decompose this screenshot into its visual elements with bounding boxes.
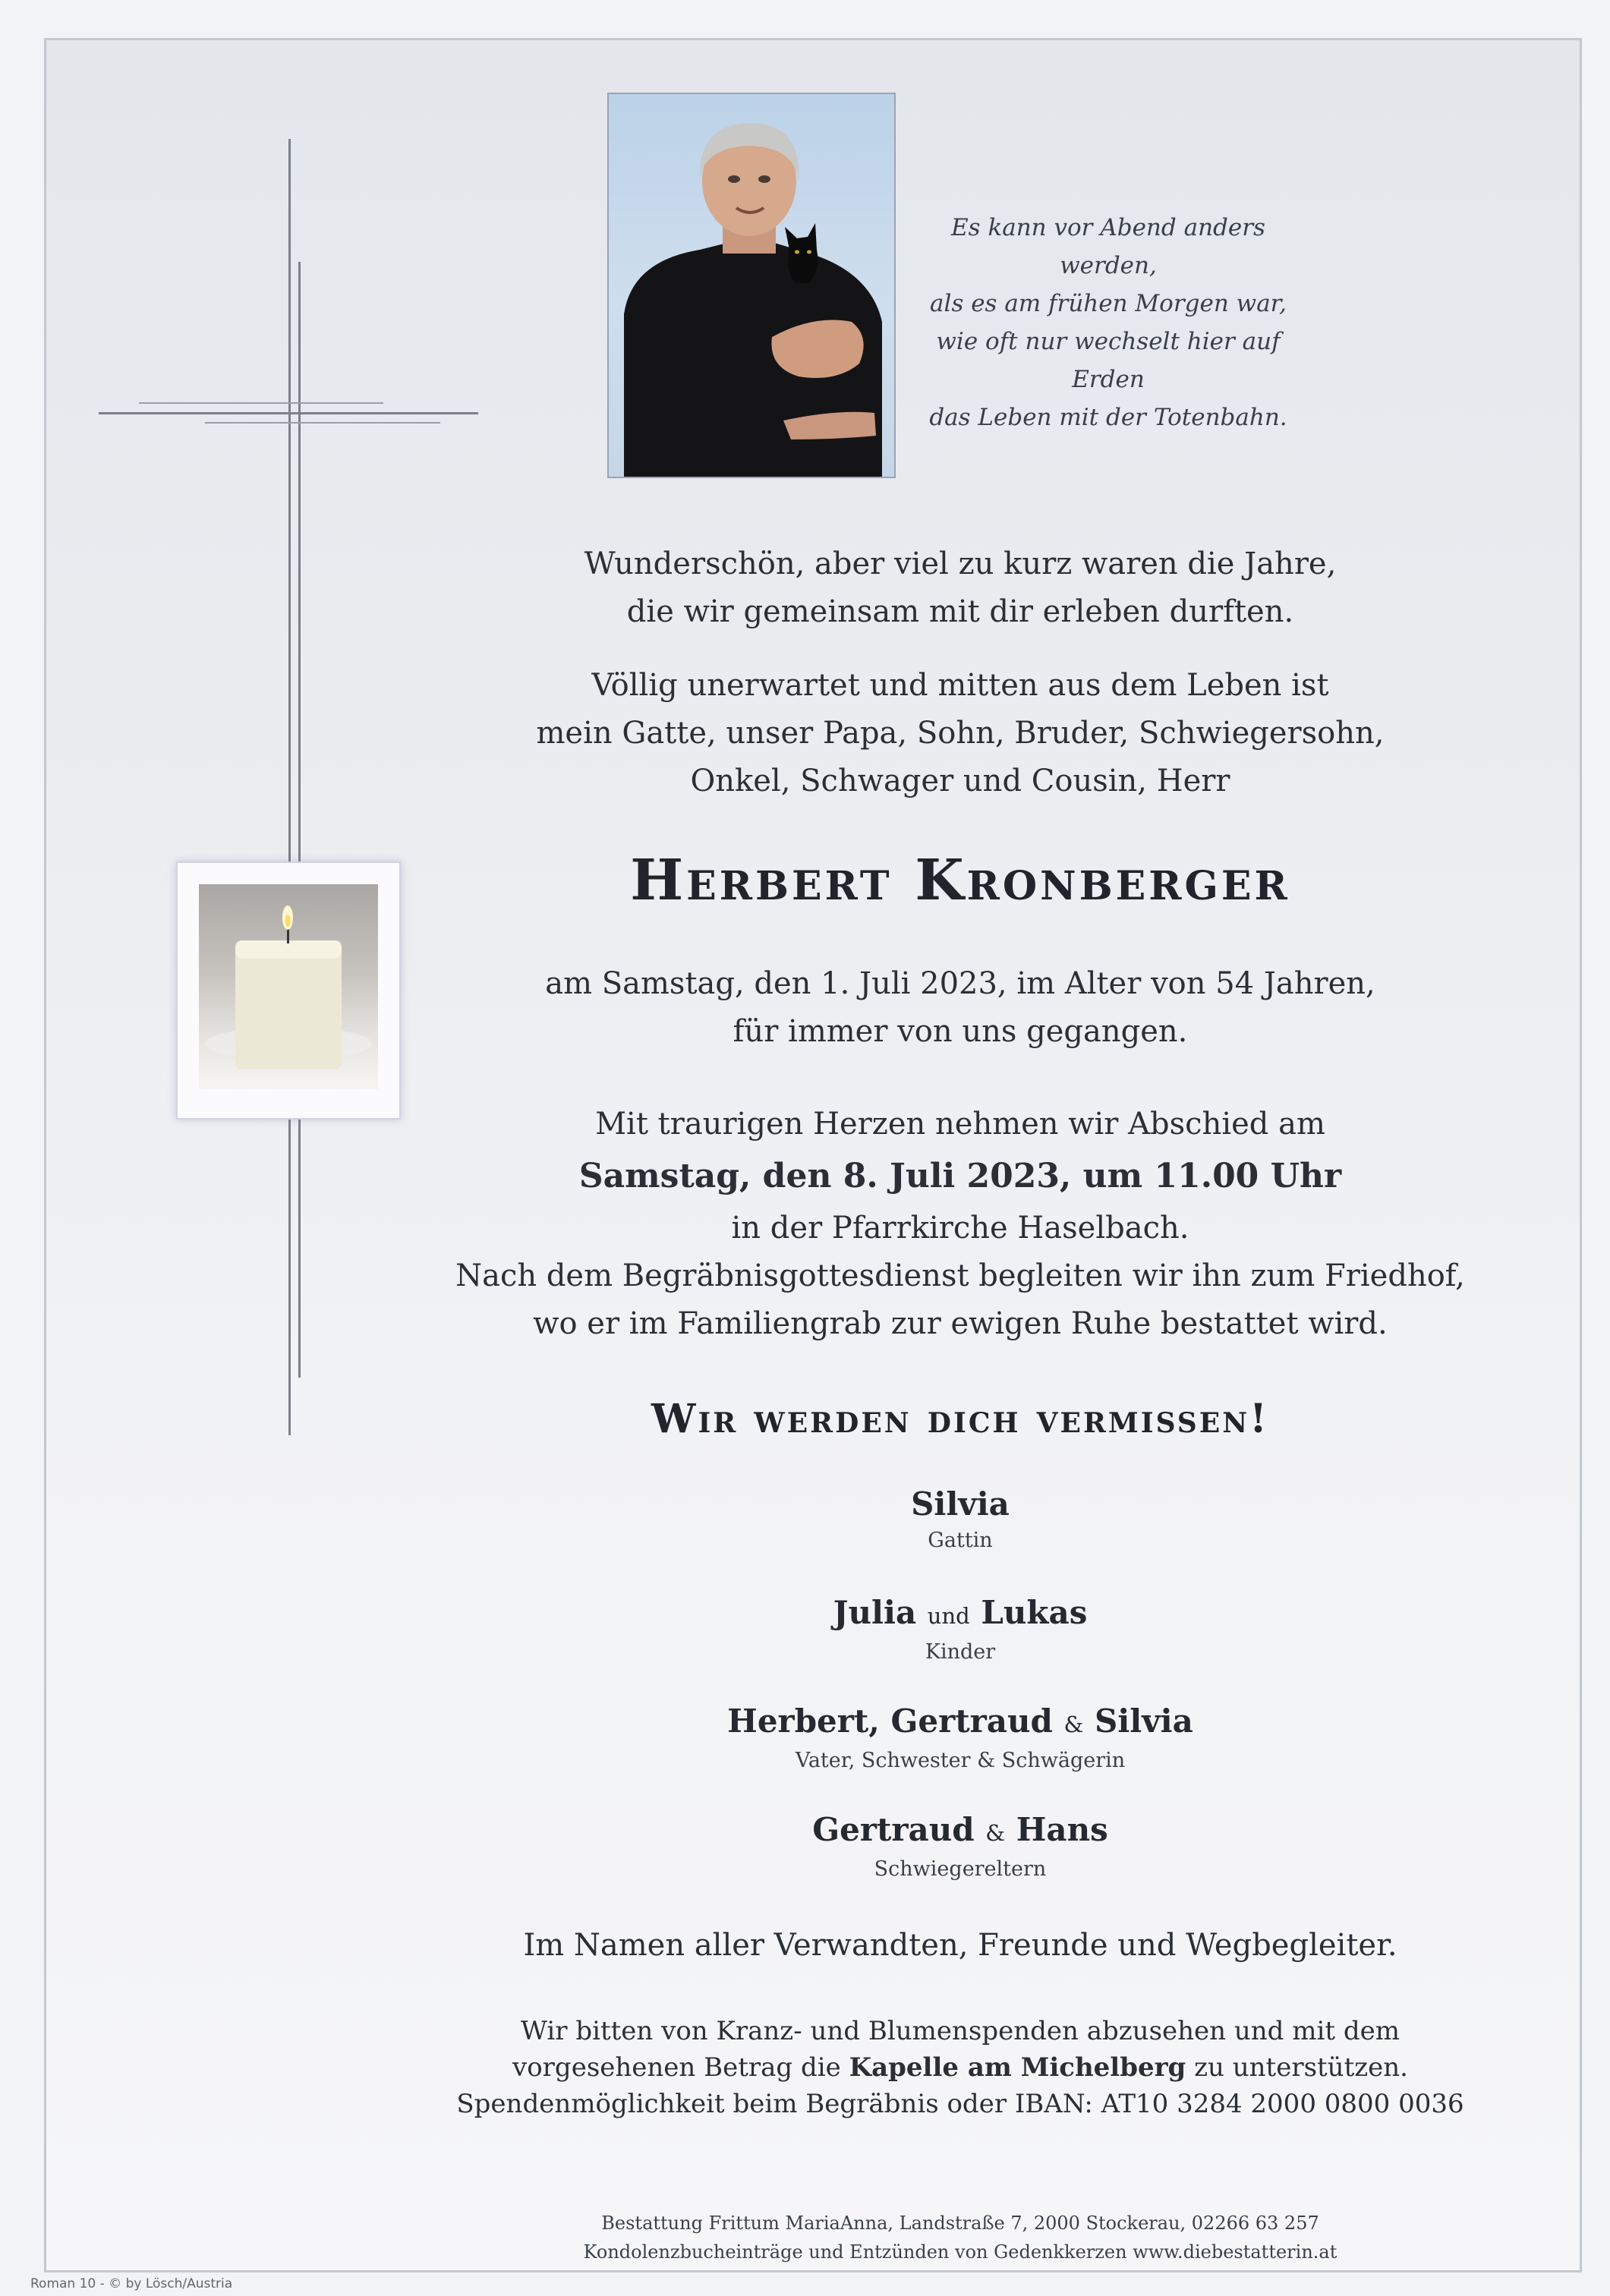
quote-line: als es am frühen Morgen war, [930,290,1287,317]
family-role: Kinder [925,1640,996,1664]
donation-note [380,2013,1541,2122]
family-names [380,1806,1541,1857]
donation-line [380,2049,1541,2086]
quote-line: Es kann vor Abend anders werden, [951,214,1265,279]
family-role: Gattin [928,1529,993,1552]
family-conjunction: und [927,1603,970,1629]
family-member: Gertraud [812,1811,975,1848]
family-conjunction: & [1063,1712,1084,1737]
funeral-line: Nach dem Begräbnisgottesdienst begleiten wir ihn zum Friedhof, [455,1258,1465,1293]
family-role: Vater, Schwester & Schwägerin [795,1749,1126,1772]
family-member: Julia [833,1594,917,1631]
donation-line: Spendenmöglichkeit beim Begräbnis oder IBAN: AT10 3284 2000 0800 0036 [456,2089,1464,2119]
announcement-line: Onkel, Schwager und Cousin, Herr [690,764,1230,798]
family-member: Silvia [1095,1702,1193,1740]
funeral-line: wo er im Familiengrab zur ewigen Ruhe bestattet wird. [533,1306,1388,1341]
death-info [380,960,1541,1056]
family-names [380,1589,1541,1640]
candle-picture [176,861,401,1120]
deceased-name: Herbert Kronberger [630,848,1290,913]
family-member: Silvia [911,1485,1010,1523]
donation-beneficiary: Kapelle am Michelberg [849,2052,1186,2083]
family-member: Lukas [981,1594,1088,1631]
death-info-line: für immer von uns gegangen. [733,1014,1188,1049]
memorial-quote [918,209,1298,436]
family-role: Schwiegereltern [874,1857,1047,1881]
funeral-date-time: Samstag, den 8. Juli 2023, um 11.00 Uhr [578,1157,1342,1195]
funeral-home-footer [380,2209,1541,2266]
template-credit: Roman 10 - © by Lösch/Austria [30,2276,233,2291]
family-group [380,1806,1541,1914]
family-member: Hans [1016,1811,1108,1848]
footer-line: Kondolenzbucheinträge und Entzünden von Gedenkkerzen www.diebestatterin.at [583,2241,1337,2263]
footer-line: Bestattung Frittum MariaAnna, Landstraße 7, 2000 Stockerau, 02266 63 257 [601,2213,1319,2234]
family-group [380,1697,1541,1806]
death-info-line: am Samstag, den 1. Juli 2023, im Alter von 54 Jahren, [545,966,1375,1001]
quote-line: wie oft nur wechselt hier auf Erden [936,328,1281,393]
funeral-info [380,1101,1541,1348]
announcement-text [380,662,1541,805]
family-names [380,1697,1541,1749]
intro-text [380,540,1541,636]
intro-line: die wir gemeinsam mit dir erleben durften. [626,594,1294,629]
donation-line: Wir bitten von Kranz- und Blumenspenden abzusehen und mit dem [521,2016,1400,2046]
funeral-line: in der Pfarrkirche Haselbach. [731,1211,1189,1246]
announcement-line: Völlig unerwartet und mitten aus dem Leben ist [591,668,1329,703]
portrait-photo [607,93,896,478]
motto-heading: Wir werden dich vermissen! [651,1396,1269,1442]
family-conjunction: & [985,1820,1006,1846]
donation-text: zu unterstützen. [1186,2052,1408,2083]
family-names [380,1480,1541,1529]
funeral-intro: Mit traurigen Herzen nehmen wir Abschied am [595,1107,1325,1142]
closing-line: Im Namen aller Verwandten, Freunde und Wegbegleiter. [523,1928,1397,1963]
donation-text: vorgesehenen Betrag die [512,2052,849,2083]
quote-line: das Leben mit der Totenbahn. [929,404,1287,431]
family-member: Herbert, Gertraud [727,1702,1053,1740]
intro-line: Wunderschön, aber viel zu kurz waren die Jahre, [584,546,1337,581]
family-group [380,1480,1541,1589]
family-list [380,1480,1541,1914]
family-group [380,1589,1541,1697]
announcement-line: mein Gatte, unser Papa, Sohn, Bruder, Schwiegersohn, [536,716,1385,751]
